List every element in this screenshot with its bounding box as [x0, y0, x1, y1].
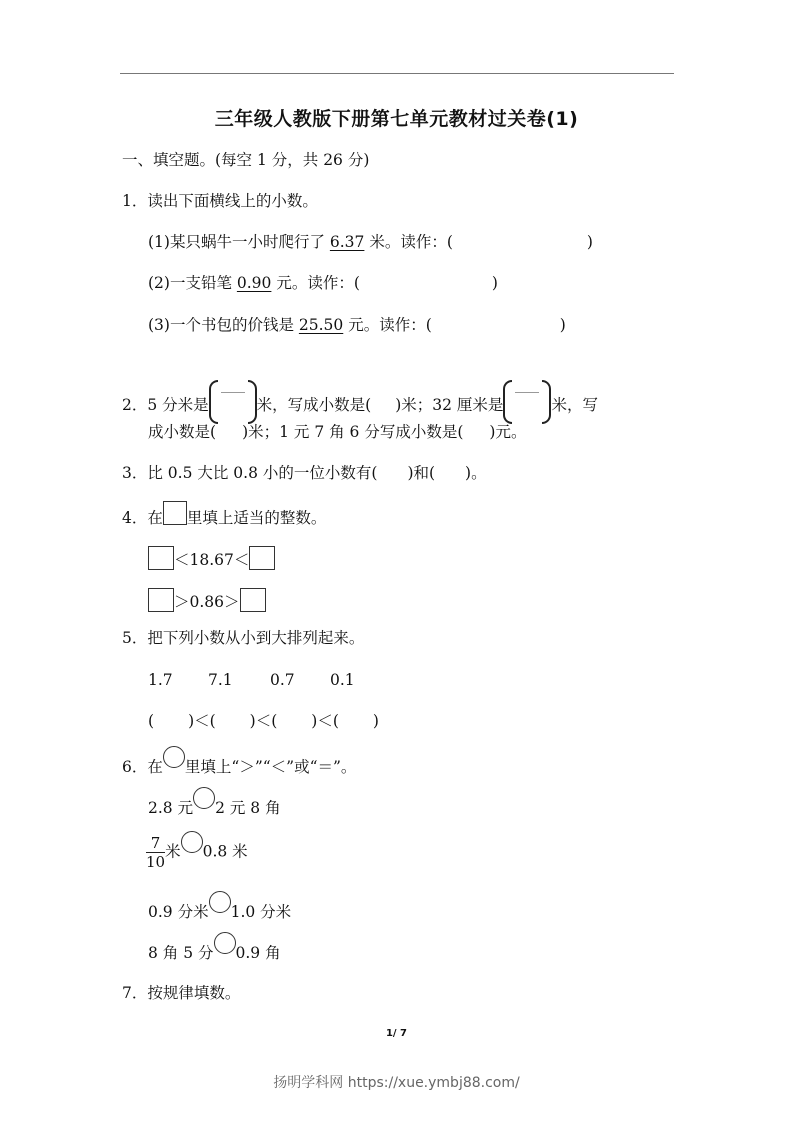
answer-circle[interactable]	[209, 891, 231, 913]
question-7: 7．按规律填数。	[122, 984, 241, 1002]
fraction-blank[interactable]	[209, 380, 257, 424]
answer-box[interactable]	[249, 546, 275, 570]
section-heading: 一、填空题。(每空 1 分，共 26 分)	[122, 151, 370, 169]
question-4-row-2: ＞0.86＞	[148, 588, 266, 613]
question-5-numbers: 1.7 7.1 0.7 0.1	[148, 671, 355, 689]
underlined-value: 25.50	[298, 316, 344, 334]
question-2-line-1: 2．5 分米是 米，写成小数是( )米；32 厘米是 米，写	[122, 380, 598, 424]
fraction: $\frac{7}{10}$	[146, 834, 166, 871]
page-number: 1/ 7	[385, 1028, 408, 1039]
question-6-row-3: 0.9 分米 1.0 分米	[148, 901, 291, 923]
answer-box[interactable]	[148, 588, 174, 612]
question-4-row-1: ＜18.67＜	[148, 546, 275, 571]
question-1-item-1: (1)某只蜗牛一小时爬行了 6.37 米。读作：( )	[148, 233, 593, 251]
question-5: 5．把下列小数从小到大排列起来。	[122, 629, 365, 647]
answer-box[interactable]	[148, 546, 174, 570]
answer-box[interactable]	[240, 588, 266, 612]
page-title: 三年级人教版下册第七单元教材过关卷(1)	[214, 108, 579, 130]
underlined-value: 0.90	[236, 274, 272, 292]
question-6: 6．在 里填上“＞”“＜”或“＝”。	[122, 756, 356, 778]
answer-circle[interactable]	[214, 932, 236, 954]
question-1: 1．读出下面横线上的小数。	[122, 192, 318, 210]
footer-watermark: 扬明学科网 https://xue.ymbj88.com/	[273, 1075, 520, 1091]
question-6-row-2: $\frac{7}{10}$ 米 0.8 米	[146, 834, 248, 871]
answer-circle[interactable]	[193, 787, 215, 809]
question-5-order: ( )＜( )＜( )＜( )	[148, 712, 379, 730]
question-2-line-2: 成小数是( )米；1 元 7 角 6 分写成小数是( )元。	[148, 423, 527, 441]
fraction-blank[interactable]	[503, 380, 551, 424]
circle-icon	[163, 746, 185, 768]
question-1-item-3: (3)一个书包的价钱是 25.50 元。读作：( )	[148, 316, 566, 334]
square-box-icon	[163, 501, 187, 525]
question-1-item-2: (2)一支铅笔 0.90 元。读作：( )	[148, 274, 498, 292]
question-4: 4．在 里填上适当的整数。	[122, 507, 326, 529]
header-rule	[120, 73, 674, 74]
answer-circle[interactable]	[181, 831, 203, 853]
question-3: 3．比 0.5 大比 0.8 小的一位小数有( )和( )。	[122, 464, 487, 482]
question-6-row-4: 8 角 5 分 0.9 角	[148, 942, 281, 964]
question-6-row-1: 2.8 元 2 元 8 角	[148, 797, 281, 819]
underlined-value: 6.37	[329, 233, 365, 251]
